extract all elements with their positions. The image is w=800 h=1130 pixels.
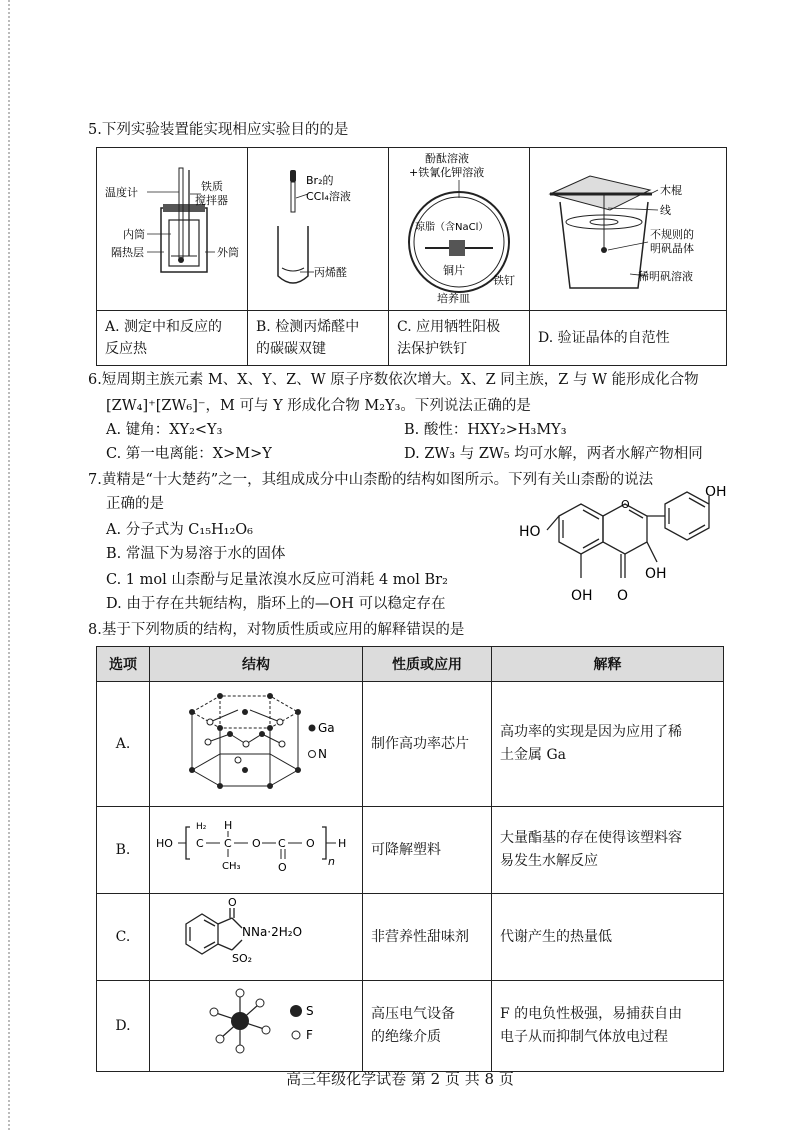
label-ccl4: CCl₄溶液 bbox=[306, 190, 351, 203]
q7-option-b: B. 常温下为易溶于水的固体 bbox=[106, 546, 286, 562]
q7-option-d: D. 由于存在共轭结构，脂环上的—OH 可以稳定存在 bbox=[106, 596, 446, 612]
calorimeter-diagram bbox=[97, 148, 247, 306]
b-c1: C bbox=[196, 837, 204, 850]
q5-fig-c bbox=[389, 148, 530, 311]
header-explanation: 解释 bbox=[492, 647, 724, 682]
q6-option-a: A. 键角：XY₂<Y₃ bbox=[106, 422, 223, 438]
legend-f: F bbox=[306, 1028, 313, 1042]
gan-crystal-diagram bbox=[150, 682, 360, 798]
o-bottom-label: O bbox=[617, 588, 629, 604]
row-d-option: D. bbox=[97, 981, 150, 1072]
row-b-option: B. bbox=[97, 807, 150, 894]
q5-option-c: C. 应用牺牲阳极 法保护铁钉 bbox=[389, 311, 530, 366]
q6-stem-2: [ZW₄]⁺[ZW₆]⁻，M 可与 Y 形成化合物 M₂Y₃。下列说法正确的是 bbox=[106, 398, 531, 414]
header-option: 选项 bbox=[97, 647, 150, 682]
row-a-explanation: 高功率的实现是因为应用了稀 土金属 Ga bbox=[492, 682, 724, 807]
q7-option-a: A. 分子式为 C₁₅H₁₂O₆ bbox=[106, 522, 253, 538]
q5-table bbox=[96, 147, 727, 366]
binding-edge bbox=[8, 0, 12, 1130]
label-nail: 铁钉 bbox=[493, 274, 515, 287]
b-n: n bbox=[328, 855, 335, 868]
row-c-structure bbox=[150, 894, 363, 981]
test-tube-diagram bbox=[248, 148, 388, 306]
row-c-explanation: 代谢产生的热量低 bbox=[492, 894, 724, 981]
label-ferricyanide: +铁氰化钾溶液 bbox=[409, 166, 485, 179]
b-o1: O bbox=[252, 837, 261, 850]
row-b-structure bbox=[150, 807, 363, 894]
oh-bottom-label: OH bbox=[571, 588, 593, 604]
label-br2: Br₂的 bbox=[306, 174, 334, 187]
table-row bbox=[97, 682, 724, 807]
label-copper: 铜片 bbox=[443, 264, 465, 277]
b-o2: O bbox=[306, 837, 315, 850]
q5-fig-a bbox=[97, 148, 248, 311]
b-c2: C bbox=[224, 837, 232, 850]
q5-option-d: D. 验证晶体的自范性 bbox=[530, 311, 727, 366]
row-a-structure bbox=[150, 682, 363, 807]
row-d-explanation: F 的电负性极强，易捕获自由 电子从而抑制气体放电过程 bbox=[492, 981, 724, 1072]
legend-ga: Ga bbox=[318, 721, 335, 735]
label-stirrer: 搅拌器 bbox=[195, 194, 228, 207]
label-stick: 木棍 bbox=[660, 184, 682, 197]
q6-option-c: C. 第一电离能：X>M>Y bbox=[106, 446, 272, 462]
label-outer-cup: 外筒 bbox=[217, 246, 239, 259]
kaempferol-structure bbox=[515, 486, 730, 610]
table-row bbox=[97, 894, 724, 981]
row-b-explanation: 大量酯基的存在使得该塑料容 易发生水解反应 bbox=[492, 807, 724, 894]
page-footer: 高三年级化学试卷 第 2 页 共 8 页 bbox=[286, 1070, 514, 1088]
polyester-structure bbox=[150, 807, 360, 885]
label-thermometer: 温度计 bbox=[105, 186, 138, 199]
label-acrolein: 丙烯醛 bbox=[314, 266, 347, 279]
label-iron-1: 铁质 bbox=[201, 180, 223, 193]
q6-option-d: D. ZW₃ 与 ZW₅ 均可水解，两者水解产物相同 bbox=[404, 446, 703, 462]
row-a-property: 制作高功率芯片 bbox=[363, 682, 492, 807]
c-o: O bbox=[228, 896, 237, 909]
q5-option-a: A. 测定中和反应的 反应热 bbox=[97, 311, 248, 366]
row-a-option: A. bbox=[97, 682, 150, 807]
row-d-structure bbox=[150, 981, 363, 1072]
header-property: 性质或应用 bbox=[363, 647, 492, 682]
row-d-property: 高压电气设备 的绝缘介质 bbox=[363, 981, 492, 1072]
table-row bbox=[97, 981, 724, 1072]
q7-stem-2: 正确的是 bbox=[106, 496, 164, 512]
crystal-beaker-diagram bbox=[530, 148, 726, 306]
label-agar: 琼脂（含NaCl） bbox=[415, 222, 489, 233]
ho-left-label: HO bbox=[519, 524, 541, 540]
c-nna: NNa·2H₂O bbox=[242, 925, 303, 939]
b-ho: HO bbox=[156, 837, 173, 850]
q5-stem: 5.下列实验装置能实现相应实验目的的是 bbox=[88, 122, 349, 138]
row-c-option: C. bbox=[97, 894, 150, 981]
b-h2: H₂ bbox=[196, 822, 207, 832]
b-o-double: O bbox=[278, 861, 287, 874]
header-structure: 结构 bbox=[150, 647, 363, 682]
label-alum-solution: 稀明矾溶液 bbox=[638, 270, 693, 283]
ring-oxygen-label: O bbox=[621, 498, 630, 511]
q6-option-b: B. 酸性：HXY₂>H₃MY₃ bbox=[404, 422, 567, 438]
oh-right-label: OH bbox=[645, 566, 667, 582]
oh-top-label: OH bbox=[705, 486, 727, 500]
label-phenolphthalein: 酚酞溶液 bbox=[425, 152, 469, 165]
b-h: H bbox=[224, 819, 233, 832]
table-row bbox=[97, 807, 724, 894]
q6-stem-1: 6.短周期主族元素 M、X、Y、Z、W 原子序数依次增大。X、Z 同主族，Z 与 W 能形成化合物 bbox=[88, 372, 699, 388]
b-h-end: H bbox=[338, 837, 347, 850]
petri-dish-diagram bbox=[389, 148, 529, 306]
legend-s: S bbox=[306, 1004, 314, 1018]
c-so2: SO₂ bbox=[232, 952, 253, 965]
label-inner-cup: 内筒 bbox=[123, 228, 145, 241]
q5-fig-d bbox=[530, 148, 727, 311]
label-alum-crystal: 明矾晶体 bbox=[650, 242, 694, 255]
q8-table bbox=[96, 646, 724, 1072]
label-dish: 培养皿 bbox=[437, 292, 470, 305]
label-thread: 线 bbox=[660, 204, 671, 217]
label-irregular: 不规则的 bbox=[650, 228, 694, 241]
saccharin-sodium-structure bbox=[150, 894, 360, 972]
legend-n: N bbox=[318, 747, 327, 761]
q8-stem: 8.基于下列物质的结构，对物质性质或应用的解释错误的是 bbox=[88, 622, 465, 638]
row-c-property: 非营养性甜味剂 bbox=[363, 894, 492, 981]
q7-option-c: C. 1 mol 山柰酚与足量浓溴水反应可消耗 4 mol Br₂ bbox=[106, 572, 448, 588]
q5-option-b: B. 检测丙烯醛中 的碳碳双键 bbox=[248, 311, 389, 366]
b-c3: C bbox=[278, 837, 286, 850]
q7-stem-1: 7.黄精是“十大楚药”之一，其组成成分中山柰酚的结构如图所示。下列有关山柰酚的说法 bbox=[88, 472, 654, 488]
label-insulation: 隔热层 bbox=[111, 246, 144, 259]
sf6-structure bbox=[150, 981, 360, 1063]
b-ch3: CH₃ bbox=[222, 861, 241, 872]
q5-fig-b bbox=[248, 148, 389, 311]
row-b-property: 可降解塑料 bbox=[363, 807, 492, 894]
